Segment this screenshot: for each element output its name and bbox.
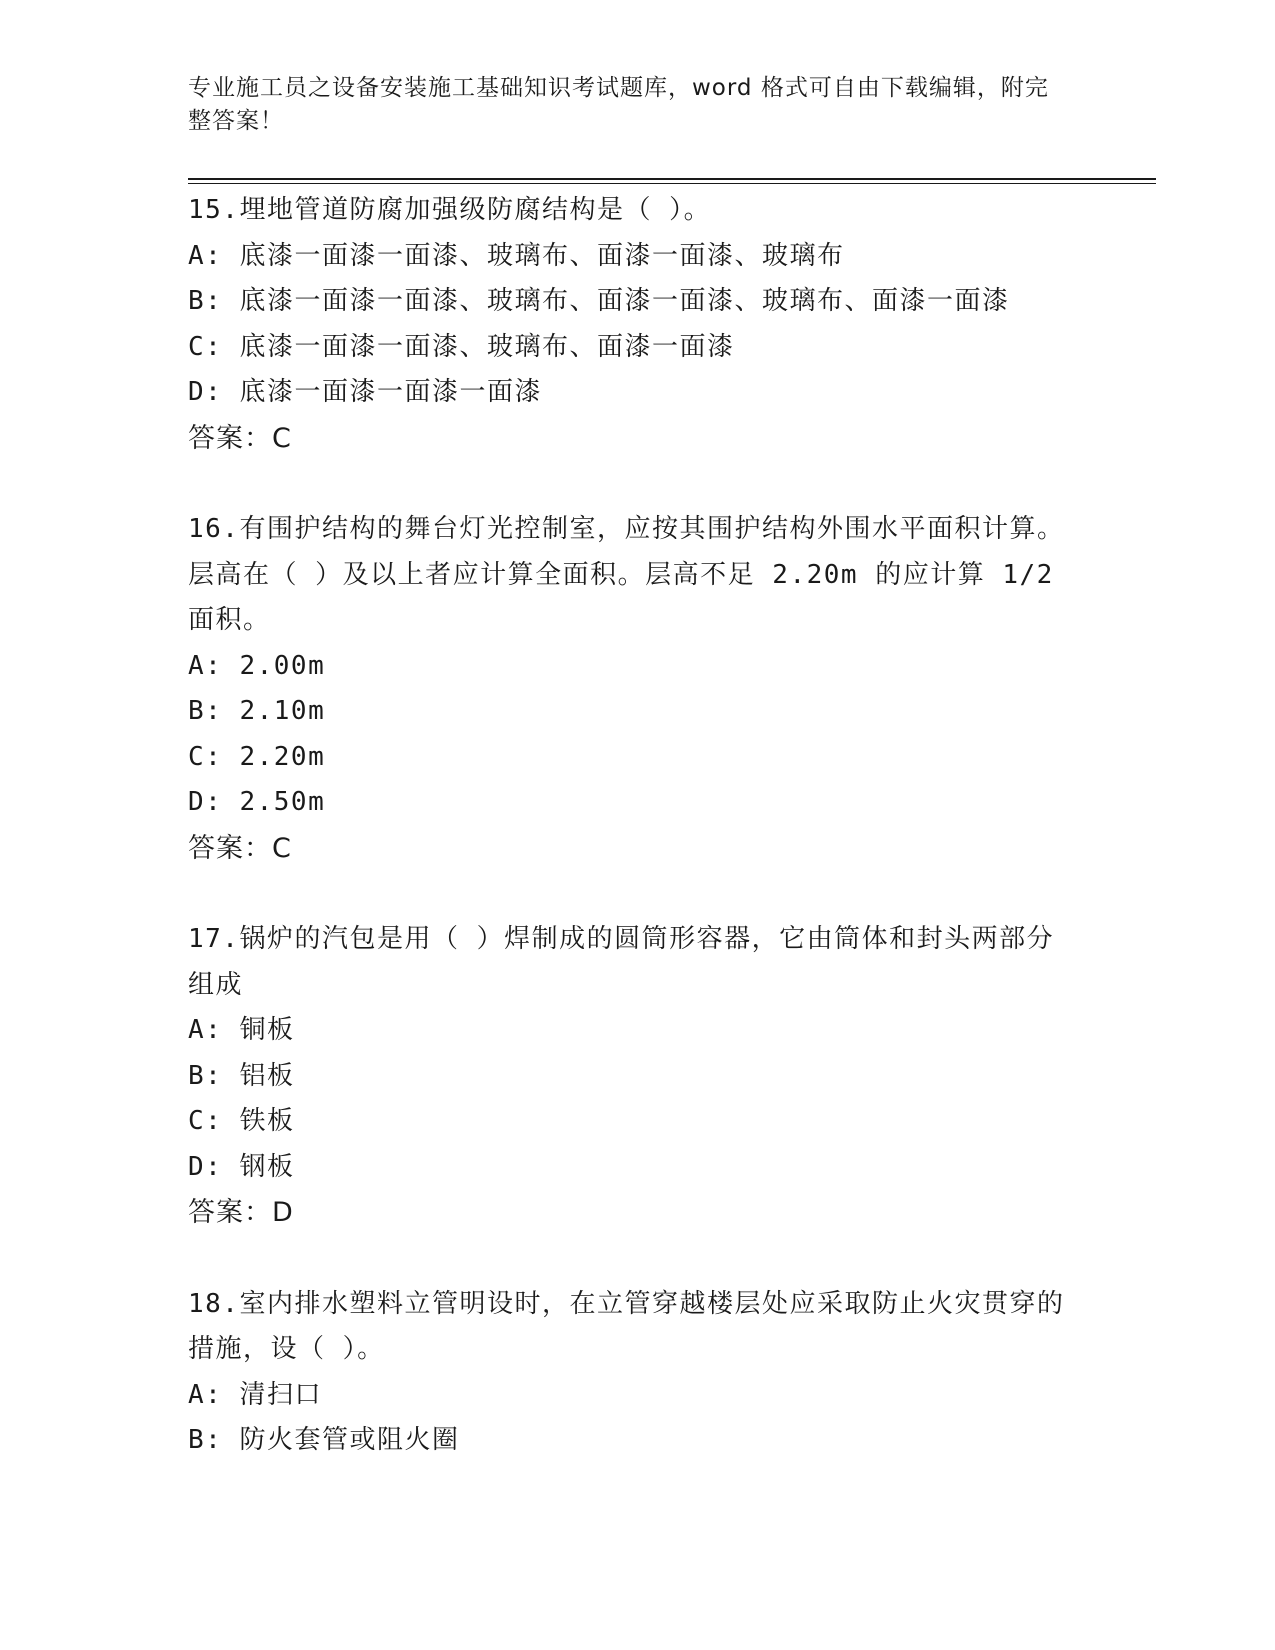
question-text: 15.埋地管道防腐加强级防腐结构是（ ）。: [188, 195, 712, 225]
option-a: A: 清扫口: [188, 1379, 322, 1410]
option-a: A: 铜板: [188, 1015, 295, 1045]
option-c: C: 2.20m: [188, 741, 326, 772]
question-text: 18.室内排水塑料立管明设时，在立管穿越楼层处应采取防止火灾贯穿的措施，设（ ）。: [188, 1288, 1065, 1364]
option-a: A: 底漆一面漆一面漆、玻璃布、面漆一面漆、玻璃布: [188, 240, 845, 271]
header-divider-thick: [188, 178, 1156, 180]
header-line-1: 专业施工员之设备安装施工基础知识考试题库，word 格式可自由下载编辑，附完: [188, 75, 1049, 101]
document-header: [188, 72, 1068, 138]
question-16: [188, 507, 1088, 871]
option-b: B: 铝板: [188, 1060, 295, 1091]
option-b: B: 2.10m: [188, 696, 326, 726]
option-a: A: 2.00m: [188, 650, 326, 681]
option-d: D: 2.50m: [188, 787, 326, 817]
header-line-2: 整答案！: [188, 108, 284, 134]
question-15: [188, 188, 1088, 461]
answer: 答案：C: [188, 832, 292, 864]
question-text: 17.锅炉的汽包是用（ ）焊制成的圆筒形容器，它由筒体和封头两部分组成: [188, 924, 1055, 1000]
question-gap: [188, 461, 1088, 507]
question-list: [188, 188, 1088, 1464]
question-18: [188, 1282, 1088, 1464]
option-d: D: 钢板: [188, 1151, 295, 1182]
option-b: B: 防火套管或阻火圈: [188, 1425, 460, 1455]
question-gap: [188, 871, 1088, 917]
answer: 答案：C: [188, 422, 292, 454]
option-b: B: 底漆一面漆一面漆、玻璃布、面漆一面漆、玻璃布、面漆一面漆: [188, 286, 1010, 316]
header-divider-thin: [188, 183, 1156, 184]
question-17: [188, 917, 1088, 1236]
option-d: D: 底漆一面漆一面漆一面漆: [188, 377, 542, 407]
question-text: 16.有围护结构的舞台灯光控制室，应按其围护结构外围水平面积计算。层高在（ ）及以上者应计算全面积。层高不足 2.20m 的应计算 1/2 面积。: [188, 514, 1065, 635]
option-c: C: 铁板: [188, 1106, 295, 1136]
question-gap: [188, 1236, 1088, 1282]
answer: 答案：D: [188, 1197, 294, 1228]
option-c: C: 底漆一面漆一面漆、玻璃布、面漆一面漆: [188, 331, 735, 362]
